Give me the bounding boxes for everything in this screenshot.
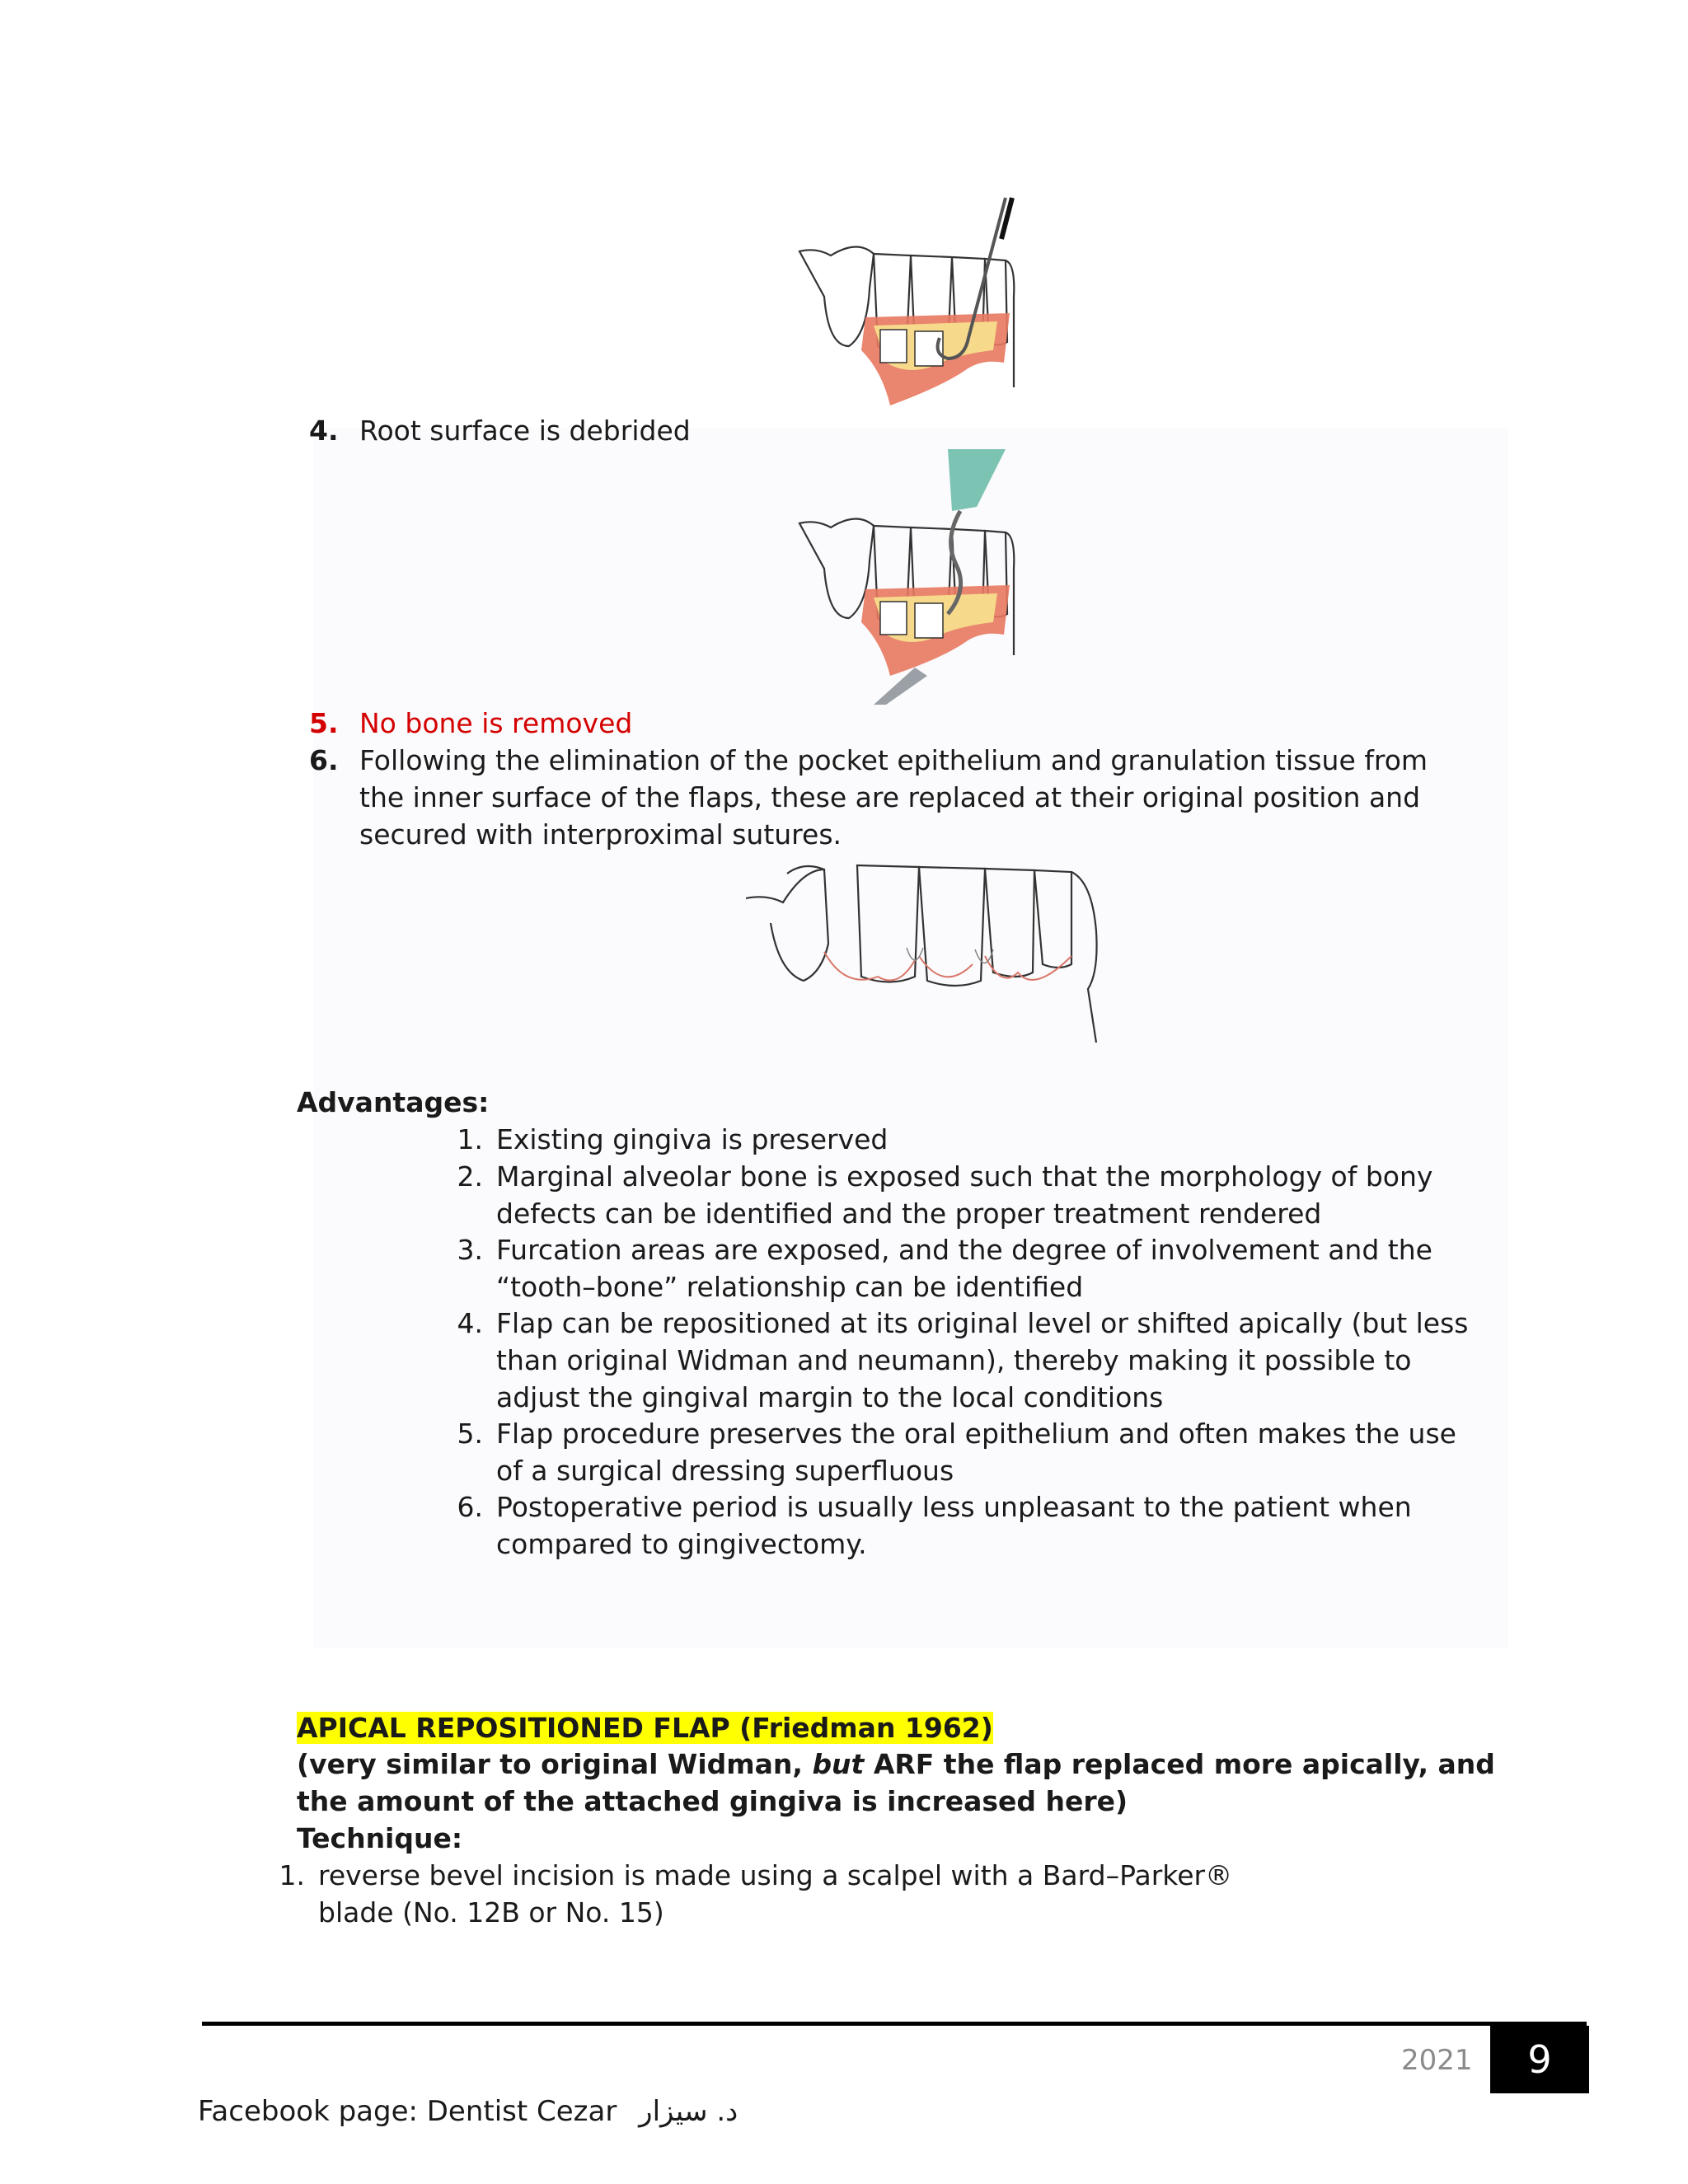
item-text: Marginal alveolar bone is exposed such that the morphology of bony defects can be identified and the proper treatment rendered — [496, 1160, 1433, 1230]
tooth-root — [915, 603, 943, 638]
arf-note-emphasis: but — [812, 1748, 865, 1780]
item-number: 1. — [457, 1123, 483, 1155]
tooth-root — [880, 602, 907, 635]
tooth-outline — [1034, 870, 1071, 968]
item-number: 4. — [457, 1307, 483, 1339]
step-5 — [309, 705, 1545, 742]
tooth-outline — [799, 518, 874, 618]
flap-margin — [824, 952, 915, 981]
step-text: Root surface is debrided — [359, 415, 691, 447]
step-number: 6. — [309, 744, 339, 776]
footer-arabic-text: د. سيزار — [639, 2095, 738, 2128]
item-number: 3. — [457, 1234, 483, 1266]
footer-year: 2021 — [1401, 2044, 1473, 2077]
item-number: 6. — [457, 1491, 483, 1523]
item-text: Flap procedure preserves the oral epithelium and often makes the use of a surgical dressing superfluous — [496, 1418, 1456, 1487]
step-text: No bone is removed — [359, 707, 633, 739]
advantage-item — [442, 1488, 1513, 1563]
tooth-outline — [857, 865, 919, 982]
scaler-shaft — [874, 668, 927, 705]
arf-title-text: APICAL REPOSITIONED FLAP (Friedman 1962) — [297, 1712, 993, 1744]
arf-title — [297, 1709, 993, 1746]
item-text: reverse bevel incision is made using a scalpel with a Bard–Parker® blade (No. 12B or No. 15) — [318, 1859, 1233, 1929]
item-number: 1. — [279, 1859, 305, 1891]
scaler-handle — [948, 449, 1006, 511]
illustration-curette — [791, 190, 1063, 412]
item-text: Furcation areas are exposed, and the degree of involvement and the “tooth–bone” relationship can be identified — [496, 1234, 1432, 1303]
step-4 — [309, 412, 1545, 449]
advantage-item — [442, 1158, 1513, 1232]
advantage-item — [442, 1415, 1513, 1489]
item-text: Postoperative period is usually less unpleasant to the patient when compared to gingivectomy. — [496, 1491, 1412, 1560]
illustration-sutures — [746, 849, 1117, 1047]
technique-heading: Technique: — [297, 1822, 463, 1854]
technique-item — [264, 1857, 1500, 1931]
page-number: 9 — [1490, 2026, 1589, 2093]
footer-rule — [202, 2022, 1587, 2026]
illustration-scaler — [791, 449, 1063, 705]
item-text: Existing gingiva is preserved — [496, 1123, 889, 1155]
arf-note-pre: (very similar to original Widman, — [297, 1748, 813, 1780]
advantages-heading: Advantages: — [297, 1086, 490, 1118]
tooth-outline — [799, 246, 874, 346]
tooth-outline — [985, 869, 1034, 977]
step-6 — [309, 742, 1545, 853]
footer-facebook — [198, 2095, 738, 2128]
advantage-item — [442, 1121, 1513, 1158]
tooth-root — [880, 330, 907, 363]
footer-facebook-text: Facebook page: Dentist Cezar — [198, 2095, 617, 2128]
flap-margin — [985, 956, 1071, 980]
arf-note-post: ARF the flap replaced more apically, and the amount of the attached gingiva is increased here) — [297, 1748, 1495, 1817]
step-number: 5. — [309, 707, 339, 739]
suture — [975, 949, 993, 963]
tooth-outline — [746, 869, 828, 981]
step-text: Following the elimination of the pocket epithelium and granulation tissue from the inner surface of the flaps, these are replaced at their original position and secured with interproximal sutures. — [359, 744, 1428, 851]
advantage-item — [442, 1231, 1513, 1305]
item-number: 2. — [457, 1160, 483, 1193]
arf-note — [297, 1746, 1500, 1820]
item-text: Flap can be repositioned at its original level or shifted apically (but less than original Widman and neumann), thereby making it possible to adjust the gingival margin to the local conditions — [496, 1307, 1469, 1413]
item-number: 5. — [457, 1418, 483, 1450]
step-number: 4. — [309, 415, 339, 447]
advantage-item — [442, 1305, 1513, 1416]
tooth-outline — [1071, 872, 1097, 1043]
